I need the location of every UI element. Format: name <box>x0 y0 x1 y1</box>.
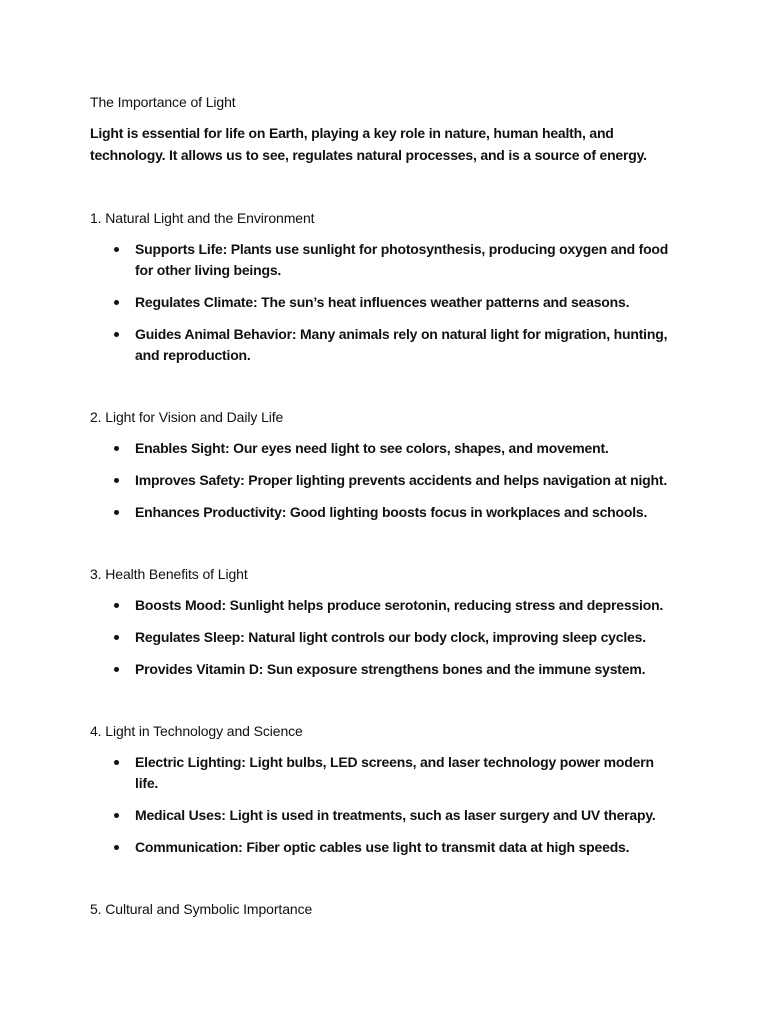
bullet-list <box>90 595 680 680</box>
bullet-icon <box>114 446 119 451</box>
section-natural-light <box>90 208 680 366</box>
list-item-text: Guides Animal Behavior: Many animals rely on natural light for migration, hunting, and reproduction. <box>135 326 668 363</box>
list-item <box>90 595 680 616</box>
list-item <box>90 659 680 680</box>
bullet-list <box>90 438 680 523</box>
list-item <box>90 805 680 826</box>
section-heading: 4. Light in Technology and Science <box>90 723 303 739</box>
list-item-text: Supports Life: Plants use sunlight for photosynthesis, producing oxygen and food for other living beings. <box>135 241 669 278</box>
bullet-icon <box>114 300 119 305</box>
list-item <box>90 837 680 858</box>
section-heading: 2. Light for Vision and Daily Life <box>90 409 284 425</box>
bullet-icon <box>114 667 119 672</box>
bullet-icon <box>114 635 119 640</box>
list-item-text: Regulates Climate: The sun’s heat influences weather patterns and seasons. <box>135 294 630 310</box>
list-item <box>90 324 680 366</box>
bullet-list <box>90 239 680 366</box>
list-item-text: Improves Safety: Proper lighting prevents accidents and helps navigation at night. <box>135 472 668 488</box>
section-heading: 1. Natural Light and the Environment <box>90 210 315 226</box>
bullet-icon <box>114 332 119 337</box>
bullet-list <box>90 752 680 858</box>
list-item <box>90 752 680 794</box>
list-item-text: Electric Lighting: Light bulbs, LED screens, and laser technology power modern life. <box>135 754 654 791</box>
list-item-text: Regulates Sleep: Natural light controls our body clock, improving sleep cycles. <box>135 629 646 645</box>
list-item <box>90 239 680 281</box>
bullet-icon <box>114 760 119 765</box>
section-cultural <box>90 899 680 919</box>
section-vision <box>90 407 680 523</box>
bullet-icon <box>114 813 119 818</box>
section-health <box>90 564 680 680</box>
list-item <box>90 627 680 648</box>
bullet-icon <box>114 247 119 252</box>
list-item <box>90 502 680 523</box>
section-heading: 5. Cultural and Symbolic Importance <box>90 901 313 917</box>
document-title: The Importance of Light <box>90 94 236 110</box>
list-item-text: Enhances Productivity: Good lighting boosts focus in workplaces and schools. <box>135 504 648 520</box>
document-content <box>90 92 680 919</box>
list-item-text: Provides Vitamin D: Sun exposure strengthens bones and the immune system. <box>135 661 646 677</box>
list-item-text: Boosts Mood: Sunlight helps produce serotonin, reducing stress and depression. <box>135 597 664 613</box>
section-technology <box>90 721 680 858</box>
bullet-icon <box>114 603 119 608</box>
section-heading: 3. Health Benefits of Light <box>90 566 248 582</box>
list-item-text: Communication: Fiber optic cables use light to transmit data at high speeds. <box>135 839 630 855</box>
list-item <box>90 292 680 313</box>
list-item <box>90 470 680 491</box>
list-item-text: Medical Uses: Light is used in treatments, such as laser surgery and UV therapy. <box>135 807 656 823</box>
bullet-icon <box>114 510 119 515</box>
bullet-icon <box>114 845 119 850</box>
intro-paragraph: Light is essential for life on Earth, playing a key role in nature, human health, and technology. It allows us to see, regulates natural processes, and is a source of energy. <box>90 125 647 163</box>
list-item <box>90 438 680 459</box>
list-item-text: Enables Sight: Our eyes need light to see colors, shapes, and movement. <box>135 440 609 456</box>
bullet-icon <box>114 478 119 483</box>
